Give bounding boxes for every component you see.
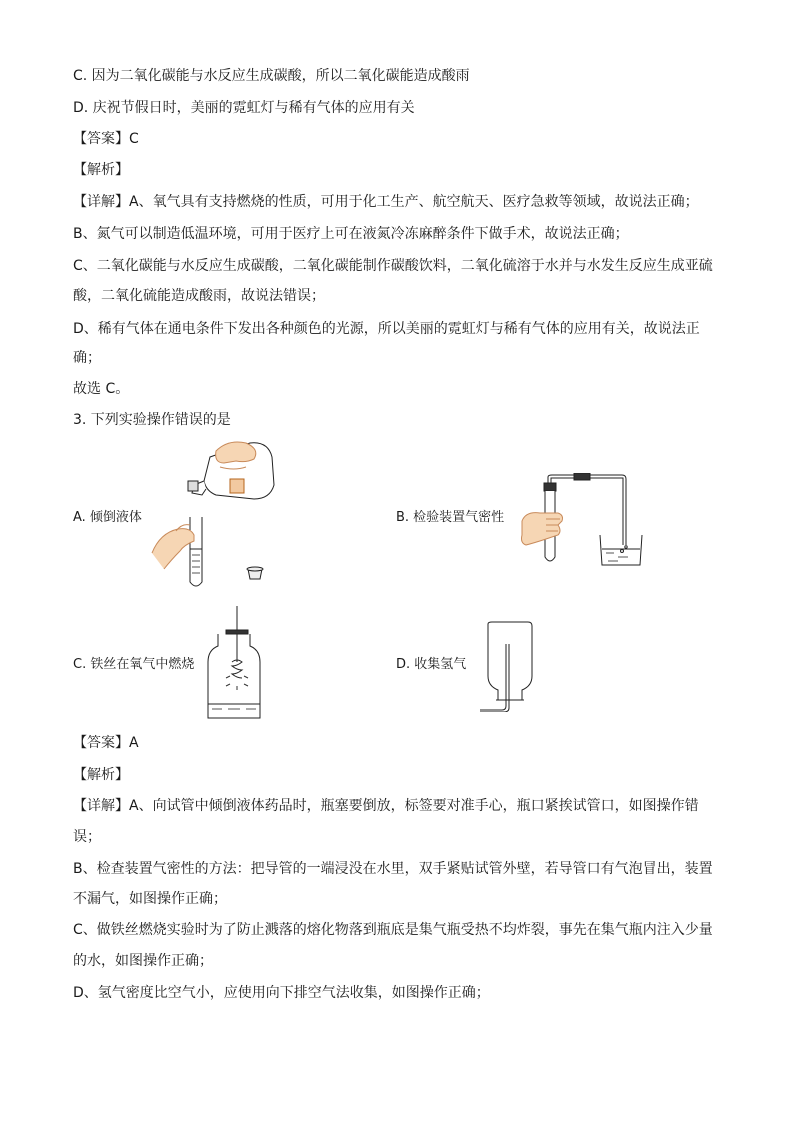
option-b-label: B. 检验装置气密性 [396,510,505,525]
airtightness-check-illustration [518,473,650,569]
hydrogen-collection-illustration [478,620,536,712]
q3-detail-b-line2: 不漏气，如图操作正确； [73,891,227,907]
question-3-stem: 3. 下列实验操作错误的是 [73,412,231,428]
option-c-text: C. 因为二氧化碳能与水反应生成碳酸，所以二氧化碳能造成酸雨 [73,68,470,84]
q3-detail-c-line1: C、做铁丝燃烧实验时为了防止溅落的熔化物落到瓶底是集气瓶受热不均炸裂，事先在集气瓶内注入少量 [73,922,713,938]
option-a-label: A. 倾倒液体 [73,510,142,525]
q3-detail-a-line2: 误； [73,829,101,845]
q3-answer-label: 【答案】A [73,735,139,751]
answer-label: 【答案】C [73,131,139,147]
analysis-label: 【解析】 [73,162,129,178]
q3-detail-a-line1: 【详解】A、向试管中倾倒液体药品时，瓶塞要倒放，标签要对准手心，瓶口紧挨试管口，如图操作错 [73,798,699,814]
option-c-label: C. 铁丝在氧气中燃烧 [73,657,195,672]
option-d-label: D. 收集氢气 [396,657,467,672]
q3-detail-c-line2: 的水，如图操作正确； [73,953,213,969]
detail-d-text-line2: 确； [73,350,101,366]
detail-b-text: B、氮气可以制造低温环境，可用于医疗上可在液氮冷冻麻醉条件下做手术，故说法正确； [73,226,629,242]
q3-analysis-label: 【解析】 [73,767,129,783]
detail-d-text-line1: D、稀有气体在通电条件下发出各种颜色的光源，所以美丽的霓虹灯与稀有气体的应用有关，故说法正 [73,321,700,337]
option-d-text: D. 庆祝节假日时，美丽的霓虹灯与稀有气体的应用有关 [73,100,415,116]
q3-detail-b-line1: B、检查装置气密性的方法：把导管的一端浸没在水里，双手紧贴试管外壁，若导管口有气泡冒出，装置 [73,861,713,877]
pouring-liquid-illustration [150,437,280,592]
detail-c-text-line1: C、二氧化碳能与水反应生成碳酸，二氧化碳能制作碳酸饮料，二氧化硫溶于水并与水发生反应生成亚硫 [73,258,713,274]
conclusion-text: 故选 C。 [73,381,130,397]
q3-detail-d-text: D、氢气密度比空气小，应使用向下排空气法收集，如图操作正确； [73,985,490,1001]
iron-wire-combustion-illustration [204,606,264,721]
detail-a-text: 【详解】A、氧气具有支持燃烧的性质，可用于化工生产、航空航天、医疗急救等领域，故说法正确； [73,194,699,210]
detail-c-text-line2: 酸，二氧化硫能造成酸雨，故说法错误； [73,288,325,304]
